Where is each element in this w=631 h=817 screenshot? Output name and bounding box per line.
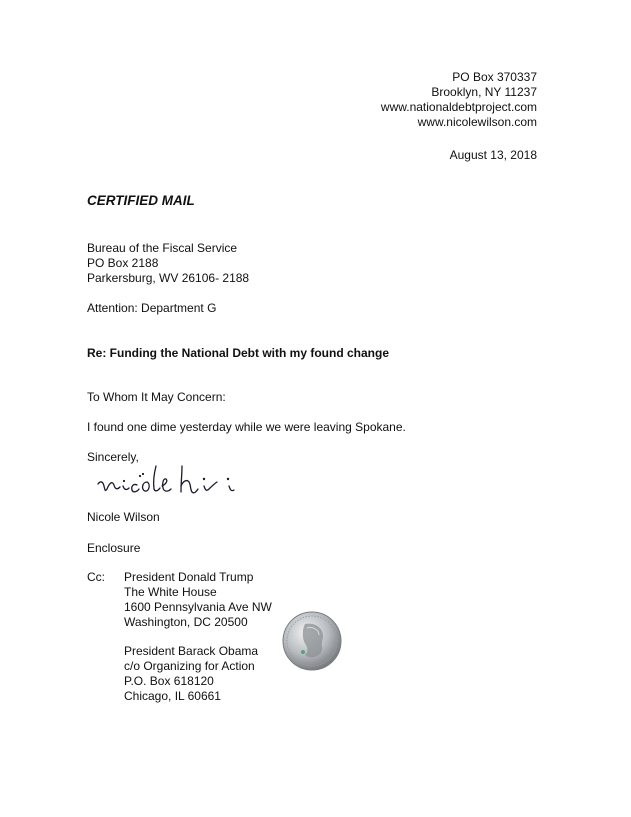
sender-website: www.nicolewilson.com <box>417 115 537 129</box>
sender-address <box>381 70 537 130</box>
cc-line: The White House <box>124 585 217 599</box>
cc-line: P.O. Box 618120 <box>124 674 214 688</box>
sender-line: PO Box 370337 <box>452 70 537 84</box>
cc-line: President Barack Obama <box>124 644 259 658</box>
letter-date: August 13, 2018 <box>449 148 537 162</box>
letter-body: I found one dime yesterday while we were leaving Spokane. <box>87 420 406 434</box>
cc-line: 1600 Pennsylvania Ave NW <box>124 600 272 614</box>
cc-label: Cc: <box>87 570 105 584</box>
cc-line: Washington, DC 20500 <box>124 615 248 629</box>
recipient-line: PO Box 2188 <box>87 256 159 270</box>
salutation: To Whom It May Concern: <box>87 390 226 404</box>
cc-line: c/o Organizing for Action <box>124 659 255 673</box>
cc-line: President Donald Trump <box>124 570 254 584</box>
subject-line: Re: Funding the National Debt with my found change <box>87 346 389 360</box>
enclosure-note: Enclosure <box>87 541 141 555</box>
recipient-line: Parkersburg, WV 26106- 2188 <box>87 271 250 285</box>
signer-name: Nicole Wilson <box>87 510 160 524</box>
closing: Sincerely, <box>87 450 139 464</box>
cc-recipient <box>124 570 272 630</box>
signature-icon <box>96 462 256 506</box>
cc-line: Chicago, IL 60661 <box>124 689 221 703</box>
dime-icon <box>281 610 343 672</box>
sender-line: Brooklyn, NY 11237 <box>431 85 537 99</box>
certified-mail-heading: CERTIFIED MAIL <box>87 193 195 208</box>
recipient-address <box>87 241 249 286</box>
recipient-line: Bureau of the Fiscal Service <box>87 241 238 255</box>
attention-line: Attention: Department G <box>87 301 217 315</box>
sender-website: www.nationaldebtproject.com <box>380 100 537 114</box>
cc-recipient <box>124 644 258 704</box>
